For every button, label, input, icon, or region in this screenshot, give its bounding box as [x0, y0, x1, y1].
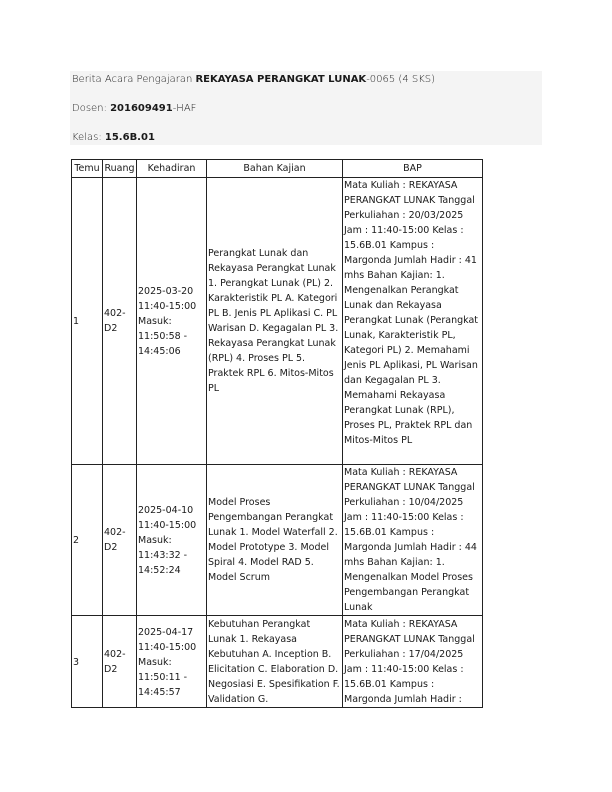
cell-ruang: 402-D2 — [103, 616, 137, 708]
cell-bap: Mata Kuliah : REKAYASA PERANGKAT LUNAK Tanggal Perkuliahan : 10/04/2025 Jam : 11:40-15:00 Kelas : 15.6B.01 Kampus : Margonda Jumlah Hadir : 44 mhs Bahan Kajian: 1. Mengenalkan Model Proses Pengembangan Perangkat Lunak — [343, 465, 483, 616]
cell-bahan-kajian: Perangkat Lunak dan Rekayasa Perangkat Lunak 1. Perangkat Lunak (PL) 2. Karakteristik PL A. Kategori PL B. Jenis PL Aplikasi C. PL Warisan D. Kegagalan PL 3. Rekayasa Perangkat Lunak (RPL) 4. Proses PL 5. Praktek RPL 6. Mitos-Mitos PL — [207, 178, 343, 465]
attendance-table — [71, 159, 483, 708]
cell-kehadiran: 2025-03-20 11:40-15:00 Masuk: 11:50:58 - 14:45:06 — [137, 178, 207, 465]
title-prefix: Berita Acara Pengajaran — [72, 74, 196, 85]
course-code: -0065 (4 SKS) — [366, 74, 436, 85]
cell-temu: 2 — [72, 465, 103, 616]
class-label: Kelas: — [72, 132, 105, 143]
table-row — [72, 616, 483, 708]
lecturer-id: 201609491 — [110, 103, 173, 114]
cell-bap: Mata Kuliah : REKAYASA PERANGKAT LUNAK Tanggal Perkuliahan : 20/03/2025 Jam : 11:40-15:00 Kelas : 15.6B.01 Kampus : Margonda Jumlah Hadir : 41 mhs Bahan Kajian: 1. Mengenalkan Perangkat Lunak dan Rekayasa Perangkat Lunak (Perangkat Lunak, Karakteristik PL, Kategori PL) 2. Memahami Jenis PL Aplikasi, PL Warisan dan Kegagalan PL 3. Memahami Rekayasa Perangkat Lunak (RPL), Proses PL, Praktek RPL dan Mitos-Mitos PL — [343, 178, 483, 465]
cell-kehadiran: 2025-04-17 11:40-15:00 Masuk: 11:50:11 - 14:45:57 — [137, 616, 207, 708]
cell-temu: 3 — [72, 616, 103, 708]
table-row — [72, 178, 483, 465]
col-header-bahan-kajian: Bahan Kajian — [207, 160, 343, 178]
lecturer-line — [72, 103, 196, 114]
lecturer-label: Dosen: — [72, 103, 111, 114]
title-line — [72, 74, 435, 85]
document-header — [70, 71, 542, 145]
cell-kehadiran: 2025-04-10 11:40-15:00 Masuk: 11:43:32 - 14:52:24 — [137, 465, 207, 616]
lecturer-code: -HAF — [172, 103, 197, 114]
cell-temu: 1 — [72, 178, 103, 465]
cell-bahan-kajian: Kebutuhan Perangkat Lunak 1. Rekayasa Kebutuhan A. Inception B. Elicitation C. Elaboration D. Negosiasi E. Spesifikation F. Validation G. — [207, 616, 343, 708]
col-header-ruang: Ruang — [103, 160, 137, 178]
col-header-bap: BAP — [343, 160, 483, 178]
cell-bap: Mata Kuliah : REKAYASA PERANGKAT LUNAK Tanggal Perkuliahan : 17/04/2025 Jam : 11:40-15:00 Kelas : 15.6B.01 Kampus : Margonda Jumlah Hadir : — [343, 616, 483, 708]
cell-ruang: 402-D2 — [103, 178, 137, 465]
col-header-kehadiran: Kehadiran — [137, 160, 207, 178]
cell-ruang: 402-D2 — [103, 465, 137, 616]
course-name: REKAYASA PERANGKAT LUNAK — [195, 74, 367, 85]
table-row — [72, 465, 483, 616]
class-value: 15.6B.01 — [104, 132, 155, 143]
class-line — [72, 132, 155, 143]
col-header-temu: Temu — [72, 160, 103, 178]
cell-bahan-kajian: Model Proses Pengembangan Perangkat Lunak 1. Model Waterfall 2. Model Prototype 3. Model Spiral 4. Model RAD 5. Model Scrum — [207, 465, 343, 616]
table-header-row — [72, 160, 483, 178]
